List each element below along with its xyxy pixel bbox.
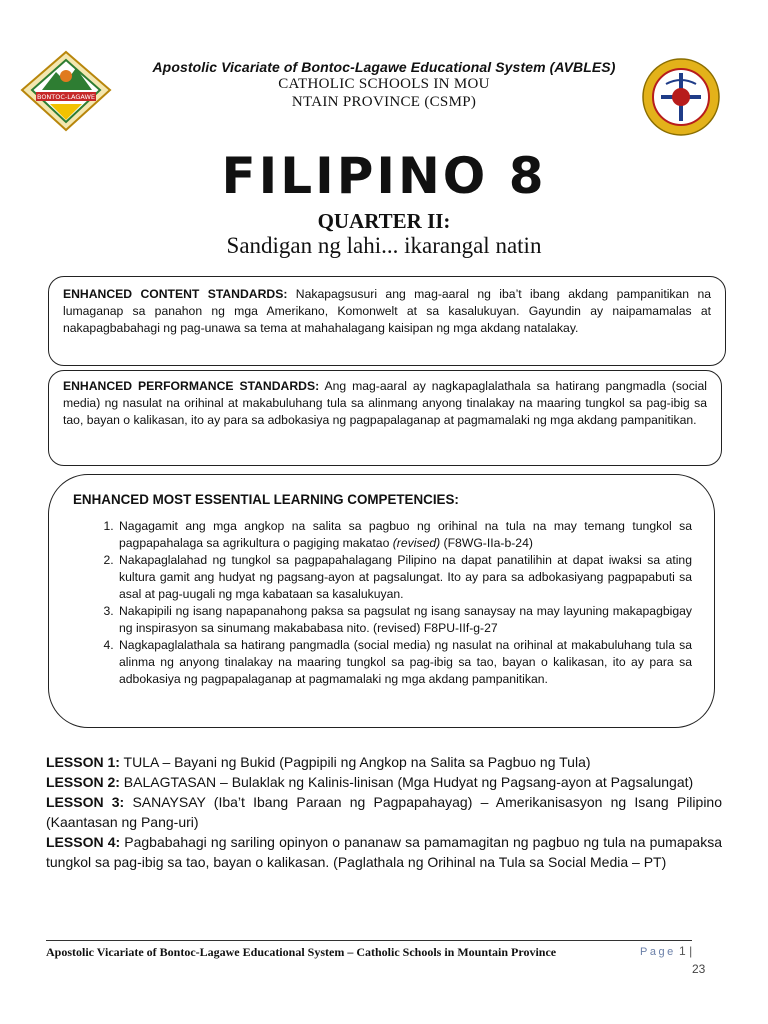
page-separator: | [689,944,693,958]
competency-item: 3. Nakapipili ng isang napapanahong paksa sa pagsulat ng isang sanaysay na may layuning makapagbigay ng inspirasyon sa sinumang makababasa nito. (revised) F8PU-IIf-g-27 [117,603,692,637]
school-logo-left [20,50,112,132]
header-line-2: CATHOLIC SCHOOLS IN MOU [278,76,490,92]
lesson-item: LESSON 1: TULA – Bayani ng Bukid (Pagpipili ng Angkop na Salita sa Pagbuo ng Tula) [46,754,591,770]
competency-item: 1. Nagagamit ang mga angkop na salita sa pagbuo ng orihinal na tula na may temang tungkol sa pagpapahalaga sa agrikultura o pagiging makatao (revised) (F8WG-IIa-b-24) [117,518,692,552]
competencies-box [48,474,715,728]
organization-title: Apostolic Vicariate of Bontoc-Lagawe Educational System (AVBLES) [152,59,616,75]
content-standards-text: Nakapagsusuri ang mag-aaral ng iba’t ibang akdang pampanitikan na lumaganap sa panahon ng mga Amerikano, Komonwelt at sa kasalukuyan. Gayundin ay naipamamalas at nakapagbabahagi ng pag-unawa sa tema at mahahalagang kaisipan ng mga akdang natalakay. [63,287,712,335]
lesson-item: LESSON 3: SANAYSAY (Iba’t Ibang Paraan ng Pagpapahayag) – Amerikanisasyon ng Isang Pilipino (Kaantasan ng Pang-uri) [46,794,722,830]
competencies-heading: ENHANCED MOST ESSENTIAL LEARNING COMPETENCIES: [73,492,459,507]
page-word: Page [640,946,676,958]
footer-text: Apostolic Vicariate of Bontoc-Lagawe Educational System – Catholic Schools in Mountain Province [46,945,557,959]
competency-item: 4. Nagkapaglalathala sa hatirang pangmadla (social media) ng nasulat na orihinal at makabuluhang tula sa alinma ng anyong tinalakay na maaring tungkol sa pag-ibig sa tao, bayan o kalikasan, ito ay para sa adbokasiya ng pagpapalaganap at pagmamalaki ng mga akdang pampanitikan. [117,637,692,688]
page-number: 1 [679,944,686,958]
header-line-3: NTAIN PROVINCE (CSMP) [291,94,477,110]
lesson-list [46,752,722,872]
page-total: 23 [692,962,706,976]
performance-standards-text: Ang mag-aaral ay nagkapaglalathala sa hatirang pangmadla (social media) ng nasulat na orihinal at makabuluhang tula sa alinmang anyong tinalakay na maaring tungkol sa pag-ibig sa tao, bayan o kalikasan, ito ay para sa adbokasiya ng pagpapalaganap at pagmamalaki ng mga akdang pampanitikan. [63,379,707,427]
quarter-label: QUARTER II: [317,209,451,233]
lesson-item: LESSON 4: Pagbabahagi ng sariling opinyon o pananaw sa pamamagitan ng pagbuo ng tula na pumapaksa tungkol sa pag-ibig sa tao, bayan o kalikasan. (Paglathala ng Orihinal na Tula sa Social Media – PT) [46,834,722,870]
performance-standards-label: ENHANCED PERFORMANCE STANDARDS: [63,379,320,393]
competencies-list [73,518,692,688]
competency-item: 2. Nakapaglalahad ng tungkol sa pagpapahalagang Pilipino na dapat panatilihin at dapat iwaksi sa ating kultura gamit ang hudyat ng pagsang-ayon at pagsalungat. Ito ay para sa adbokasiyang pagpapabuti sa asal at pag-uugali ng mga kabataan sa kasalukuyan. [117,552,692,603]
content-standards-label: ENHANCED CONTENT STANDARDS: [63,287,288,301]
footer-divider [46,940,692,941]
document-title: FILIPINO 8 [221,147,547,205]
quarter-theme: Sandigan ng lahi... ikarangal natin [226,233,542,258]
page-indicator [640,944,692,958]
performance-standards-box [48,370,722,466]
lesson-item: LESSON 2: BALAGTASAN – Bulaklak ng Kalinis-linisan (Mga Hudyat ng Pagsang-ayon at Pagsalungat) [46,774,694,790]
logo-left-text: BONTOC-LAGAWE [36,93,96,101]
content-standards-box [48,276,726,366]
